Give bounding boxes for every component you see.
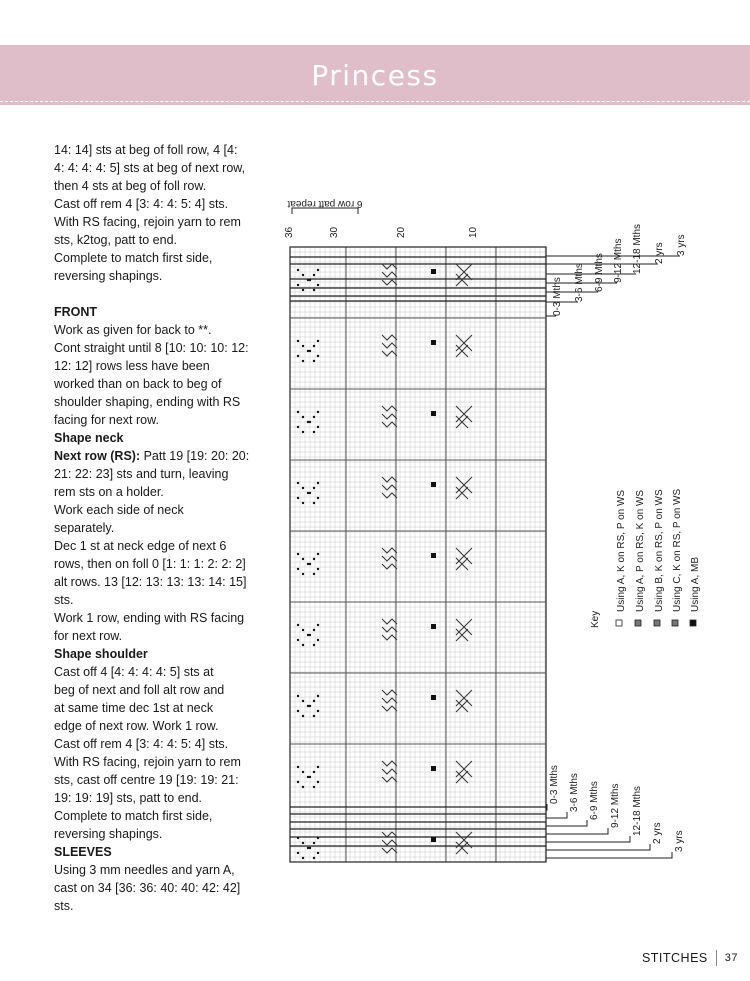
bobble-square xyxy=(431,340,436,345)
pattern-dot xyxy=(302,857,304,859)
key-label: Using A, MB xyxy=(690,556,701,612)
key-label: Using B, K on RS, P on WS xyxy=(654,489,665,612)
pattern-dot xyxy=(302,431,304,433)
bobble-square xyxy=(431,837,436,842)
section-heading: Shape neck xyxy=(54,431,124,445)
pattern-dot xyxy=(297,355,299,357)
text-line: With RS facing, rejoin yarn to rem xyxy=(54,755,241,769)
pattern-dot xyxy=(313,274,315,276)
pattern-dot xyxy=(297,411,299,413)
pattern-dot xyxy=(313,360,315,362)
pattern-dot xyxy=(309,492,311,494)
text-line: Cont straight until 8 [10: 10: 10: 12: xyxy=(54,341,249,355)
pattern-dot xyxy=(313,558,315,560)
pattern-dot xyxy=(317,553,319,555)
size-leader-line xyxy=(546,836,630,842)
key-symbol xyxy=(635,620,641,626)
cross-motif xyxy=(456,264,472,286)
cross-motif xyxy=(456,619,472,641)
pattern-dot xyxy=(297,852,299,854)
pattern-dot xyxy=(302,715,304,717)
text-line: Complete to match first side, xyxy=(54,809,213,823)
pattern-dot xyxy=(317,639,319,641)
size-leader-line xyxy=(546,820,587,826)
chart-border xyxy=(290,247,546,862)
pattern-dot xyxy=(313,487,315,489)
pattern-dot xyxy=(302,558,304,560)
key-label: Using A, P on RS, K on WS xyxy=(635,489,646,612)
bobble-square xyxy=(431,482,436,487)
key-title: Key xyxy=(590,610,601,628)
text-line: 14: 14] sts at beg of foll row, 4 [4: xyxy=(54,143,238,157)
text-line: Cast off rem 4 [3: 4: 4: 5: 4] sts. xyxy=(54,197,229,211)
pattern-dot xyxy=(317,497,319,499)
pattern-dot xyxy=(297,624,299,626)
pattern-dot xyxy=(317,355,319,357)
key-label: Using A, K on RS, P on WS xyxy=(616,489,627,612)
text-line: for next row. xyxy=(54,629,123,643)
stitch-number: 20 xyxy=(396,226,407,238)
pattern-dot xyxy=(297,766,299,768)
cross-motif xyxy=(456,690,472,712)
pattern-dot xyxy=(317,837,319,839)
pattern-dot xyxy=(317,284,319,286)
stitch-number: 36 xyxy=(284,226,295,238)
text-line: sts. xyxy=(54,899,74,913)
text-line: edge of next row. Work 1 row. xyxy=(54,719,219,733)
text-line: facing for next row. xyxy=(54,413,159,427)
pattern-dot xyxy=(302,786,304,788)
pattern-dot xyxy=(297,497,299,499)
pattern-dot xyxy=(317,340,319,342)
text-line: at same time dec 1st at neck xyxy=(54,701,214,715)
pattern-dot xyxy=(297,426,299,428)
text-line: Work 1 row, ending with RS facing xyxy=(54,611,245,625)
pattern-dot xyxy=(313,431,315,433)
pattern-dot xyxy=(297,284,299,286)
pattern-dot xyxy=(317,852,319,854)
pattern-dot xyxy=(309,421,311,423)
text-line: sts, cast off centre 19 [19: 19: 21: xyxy=(54,773,239,787)
pattern-dot xyxy=(317,411,319,413)
page-number: 37 xyxy=(724,952,738,964)
key-symbol xyxy=(690,620,696,626)
pattern-dot xyxy=(297,639,299,641)
pattern-dot xyxy=(302,644,304,646)
pattern-dot xyxy=(313,786,315,788)
text-line: worked than on back to beg of xyxy=(54,377,222,391)
pattern-dot xyxy=(302,502,304,504)
bobble-square xyxy=(431,766,436,771)
bobble-square xyxy=(431,695,436,700)
pattern-dot xyxy=(313,771,315,773)
pattern-dot xyxy=(317,710,319,712)
pattern-dot xyxy=(317,482,319,484)
size-label: 3-6 Mths xyxy=(574,263,585,302)
pattern-dot xyxy=(313,857,315,859)
section-heading: FRONT xyxy=(54,305,98,319)
text-line: then 4 sts at beg of foll row. xyxy=(54,179,207,193)
stitch-number: 30 xyxy=(329,226,340,238)
text-line: beg of next and foll alt row and xyxy=(54,683,225,697)
pattern-dot xyxy=(302,289,304,291)
pattern-dot xyxy=(317,568,319,570)
key-symbol xyxy=(672,620,678,626)
pattern-dot xyxy=(317,269,319,271)
size-label: 2 yrs xyxy=(652,822,663,844)
pattern-dot xyxy=(297,837,299,839)
key-symbol xyxy=(654,620,660,626)
pattern-dot xyxy=(297,710,299,712)
text-line: Work each side of neck xyxy=(54,503,184,517)
size-leader-line xyxy=(546,828,608,834)
text-line: Complete to match first side, xyxy=(54,251,213,265)
pattern-dot xyxy=(302,274,304,276)
pattern-dot xyxy=(302,771,304,773)
pattern-dot xyxy=(309,350,311,352)
pattern-dot xyxy=(302,842,304,844)
pattern-dot xyxy=(302,416,304,418)
text-line: rows, then on foll 0 [1: 1: 1: 2: 2: 2] xyxy=(54,557,246,571)
pattern-dot xyxy=(317,426,319,428)
pattern-dot xyxy=(313,416,315,418)
text-line: Work as given for back to **. xyxy=(54,323,212,337)
pattern-dot xyxy=(313,289,315,291)
size-label: 9-12 Mths xyxy=(610,783,621,828)
pattern-dot xyxy=(302,700,304,702)
text-line: Cast off rem 4 [3: 4: 4: 5: 4] sts. xyxy=(54,737,229,751)
pattern-dot xyxy=(302,487,304,489)
pattern-dot xyxy=(309,279,311,281)
size-label: 3-6 Mths xyxy=(569,773,580,812)
section-heading: Next row (RS): Patt 19 [19: 20: 20: xyxy=(54,449,250,463)
pattern-dot xyxy=(313,573,315,575)
bobble-square xyxy=(431,269,436,274)
pattern-dot xyxy=(297,695,299,697)
page-footer xyxy=(642,950,738,966)
pattern-dot xyxy=(317,781,319,783)
size-label: 0-3 Mths xyxy=(549,765,560,804)
pattern-dot xyxy=(313,644,315,646)
size-label: 2 yrs xyxy=(654,242,665,264)
repeat-label: 6 row patt repeat xyxy=(287,198,363,209)
stitch-number: 10 xyxy=(468,226,479,238)
pattern-dot xyxy=(313,842,315,844)
text-line: cast on 34 [36: 36: 40: 40: 42: 42] xyxy=(54,881,241,895)
pattern-dot xyxy=(302,345,304,347)
text-line: reversing shapings. xyxy=(54,827,163,841)
pattern-dot xyxy=(313,629,315,631)
text-line: With RS facing, rejoin yarn to rem xyxy=(54,215,241,229)
pattern-dot xyxy=(313,502,315,504)
footer-divider xyxy=(716,950,717,966)
pattern-dot xyxy=(313,700,315,702)
text-line: 12: 12] rows less have been xyxy=(54,359,210,373)
size-leader-line xyxy=(546,844,650,850)
size-label: 12-18 Mths xyxy=(632,785,643,836)
pattern-dot xyxy=(297,269,299,271)
text-line: 4: 4: 4: 4: 5] sts at beg of next row, xyxy=(54,161,246,175)
pattern-dot xyxy=(297,482,299,484)
key-label: Using C, K on RS, P on WS xyxy=(672,488,683,612)
text-line: shoulder shaping, ending with RS xyxy=(54,395,241,409)
pattern-dot xyxy=(313,345,315,347)
text-line: separately. xyxy=(54,521,115,535)
pattern-dot xyxy=(313,715,315,717)
pattern-dot xyxy=(317,766,319,768)
cross-motif xyxy=(456,335,472,357)
bobble-square xyxy=(431,411,436,416)
text-line: reversing shapings. xyxy=(54,269,163,283)
text-line: Dec 1 st at neck edge of next 6 xyxy=(54,539,227,553)
pattern-dot xyxy=(302,629,304,631)
pattern-dot xyxy=(302,573,304,575)
pattern-dot xyxy=(317,624,319,626)
size-leader-line xyxy=(546,852,672,858)
size-label: 3 yrs xyxy=(674,830,685,852)
pattern-dot xyxy=(297,340,299,342)
pattern-dot xyxy=(297,553,299,555)
pattern-dot xyxy=(297,568,299,570)
size-label: 3 yrs xyxy=(676,234,687,256)
magazine-name: STITCHES xyxy=(641,951,708,965)
cross-motif xyxy=(456,477,472,499)
bobble-square xyxy=(431,553,436,558)
pattern-dot xyxy=(309,847,311,849)
size-label: 6-9 Mths xyxy=(589,781,600,820)
pattern-dot xyxy=(317,695,319,697)
pattern-dot xyxy=(309,634,311,636)
section-heading: SLEEVES xyxy=(54,845,112,859)
size-label: 9-12 Mths xyxy=(613,238,624,283)
pattern-dot xyxy=(302,360,304,362)
text-line: Cast off 4 [4: 4: 4: 4: 5] sts at xyxy=(54,665,214,679)
pattern-dot xyxy=(309,705,311,707)
size-label: 6-9 Mths xyxy=(594,253,605,292)
text-line: 19: 19: 19] sts, patt to end. xyxy=(54,791,203,805)
page-title: Princess xyxy=(311,59,439,92)
text-line: rem sts on a holder. xyxy=(54,485,164,499)
text-line: 21: 22: 23] sts and turn, leaving xyxy=(54,467,229,481)
key-symbol xyxy=(616,620,622,626)
bobble-square xyxy=(431,624,436,629)
pattern-dot xyxy=(309,776,311,778)
cross-motif xyxy=(456,832,472,854)
pattern-dot xyxy=(309,563,311,565)
text-line: sts, k2tog, patt to end. xyxy=(54,233,177,247)
size-leader-line xyxy=(546,812,567,818)
cross-motif xyxy=(456,548,472,570)
text-line: alt rows. 13 [12: 13: 13: 13: 14: 15] xyxy=(54,575,247,589)
text-line: sts. xyxy=(54,593,74,607)
text-line: Using 3 mm needles and yarn A, xyxy=(54,863,235,877)
size-label: 0-3 Mths xyxy=(552,277,563,316)
size-label: 12-18 Mths xyxy=(632,223,643,274)
pattern-dot xyxy=(297,781,299,783)
section-heading: Shape shoulder xyxy=(54,647,148,661)
